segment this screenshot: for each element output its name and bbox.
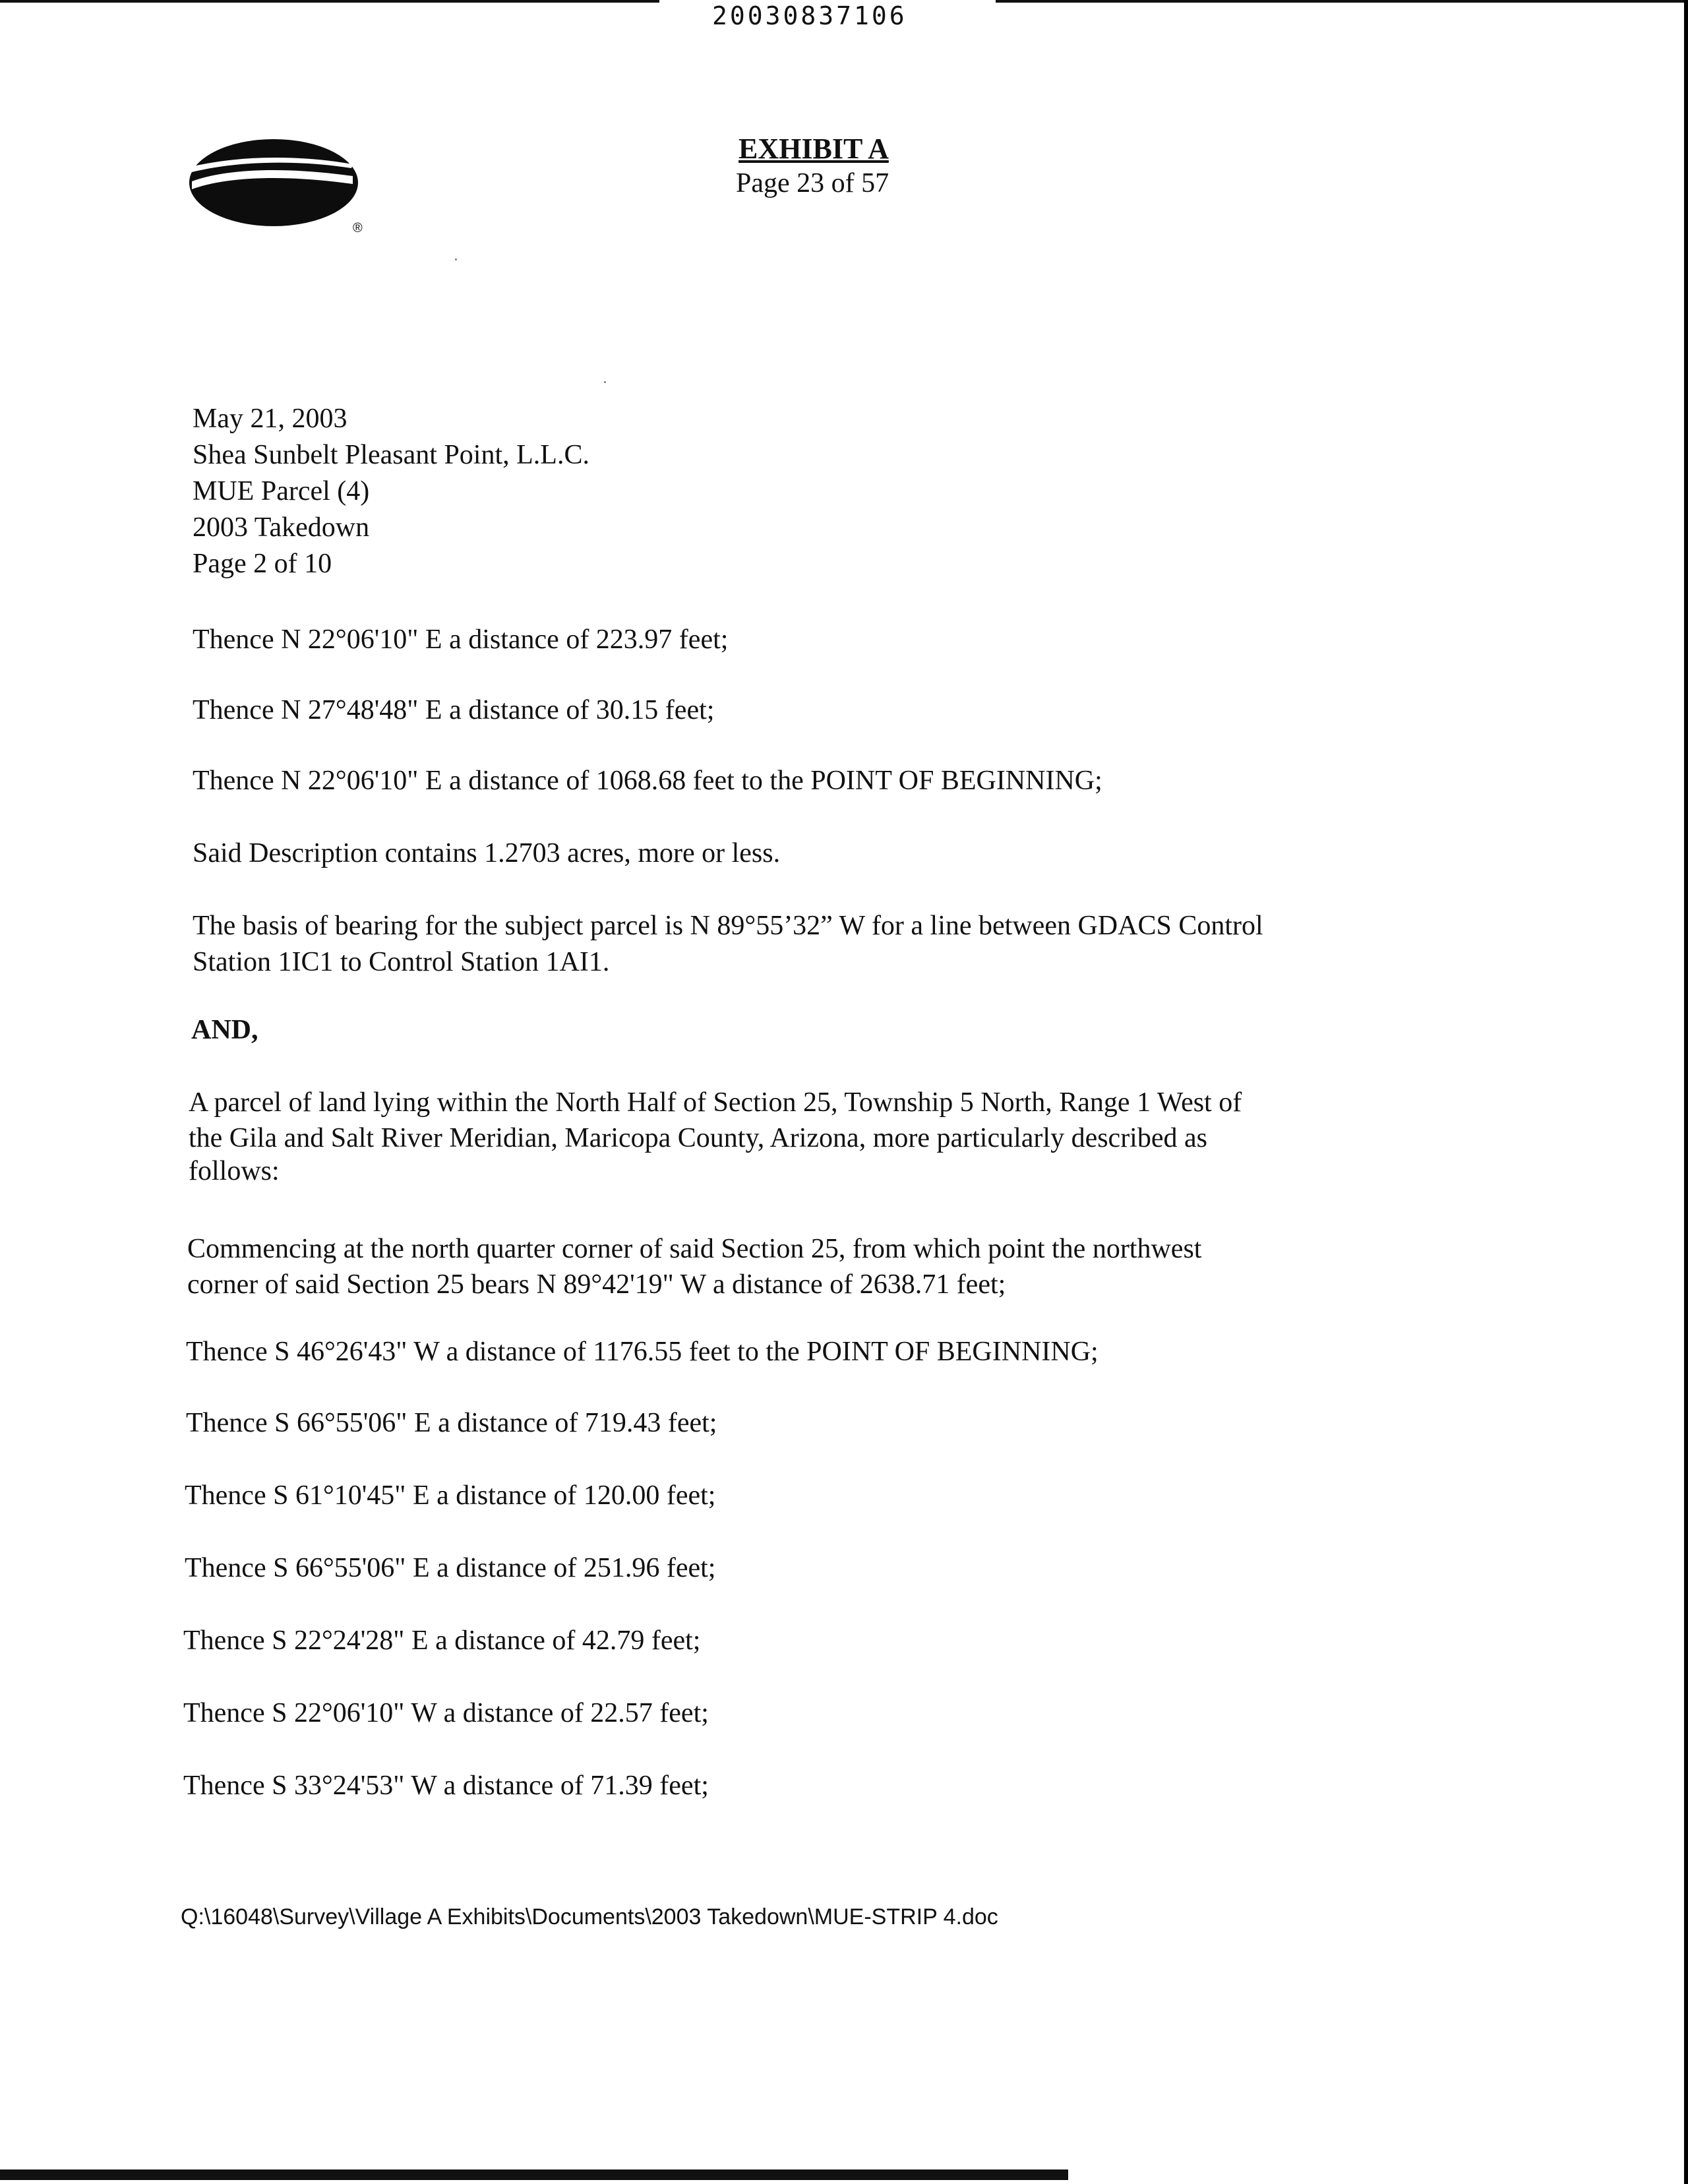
course-call: Thence N 22°06'10" E a distance of 223.97 feet; (193, 624, 729, 655)
parcel-description-line-3: follows: (189, 1156, 280, 1186)
course-call: Thence N 27°48'48" E a distance of 30.15 feet; (193, 695, 715, 725)
scan-speck (604, 381, 606, 383)
course-call: Thence N 22°06'10" E a distance of 1068.68 feet to the POINT OF BEGINNING; (193, 766, 1102, 796)
memo-client: Shea Sunbelt Pleasant Point, L.L.C. (193, 440, 589, 470)
memo-parcel: MUE Parcel (4) (193, 476, 370, 506)
memo-date: May 21, 2003 (193, 404, 347, 434)
parcel-description-line-2: the Gila and Salt River Meridian, Maricopa County, Arizona, more particularly described as (189, 1123, 1207, 1153)
exhibit-page-number: Page 23 of 57 (736, 168, 889, 198)
course-call: Thence S 46°26'43" W a distance of 1176.55 feet to the POINT OF BEGINNING; (186, 1337, 1099, 1367)
company-logo (188, 135, 379, 247)
basis-of-bearing-line-1: The basis of bearing for the subject parcel is N 89°55’32” W for a line between GDACS Control (193, 911, 1263, 941)
scan-border-bottom (0, 2169, 1068, 2180)
memo-page: Page 2 of 10 (193, 549, 332, 579)
memo-header (193, 401, 589, 582)
memo-takedown: 2003 Takedown (193, 512, 370, 543)
parcel-description-line-1: A parcel of land lying within the North Half of Section 25, Township 5 North, Range 1 West of (189, 1087, 1242, 1118)
course-call: Thence S 22°06'10" W a distance of 22.57 feet; (183, 1698, 709, 1728)
exhibit-title: EXHIBIT A (738, 133, 889, 165)
course-call: Thence S 61°10'45" E a distance of 120.00 feet; (185, 1480, 716, 1511)
scan-speck (455, 258, 457, 260)
course-call: Thence S 66°55'06" E a distance of 719.43 feet; (186, 1408, 717, 1438)
scan-border-right (1684, 0, 1688, 2184)
and-heading: AND, (191, 1015, 258, 1045)
document-number: 20030837106 (712, 1, 907, 30)
registered-mark: ® (353, 221, 363, 235)
scan-border-top-left (0, 0, 659, 3)
course-call: Thence S 22°24'28" E a distance of 42.79 feet; (183, 1625, 701, 1656)
basis-of-bearing-line-2: Station 1IC1 to Control Station 1AI1. (193, 947, 610, 977)
footer-file-path: Q:\16048\Survey\Village A Exhibits\Documents\2003 Takedown\MUE-STRIP 4.doc (181, 1904, 998, 1929)
commencing-line-1: Commencing at the north quarter corner of said Section 25, from which point the northwest (187, 1234, 1202, 1264)
commencing-line-2: corner of said Section 25 bears N 89°42'19" W a distance of 2638.71 feet; (187, 1269, 1006, 1300)
course-call: Thence S 66°55'06" E a distance of 251.96 feet; (185, 1553, 716, 1583)
course-call: Thence S 33°24'53" W a distance of 71.39 feet; (183, 1771, 709, 1801)
acreage-statement: Said Description contains 1.2703 acres, more or less. (193, 838, 781, 868)
scan-border-top-right (996, 0, 1688, 3)
